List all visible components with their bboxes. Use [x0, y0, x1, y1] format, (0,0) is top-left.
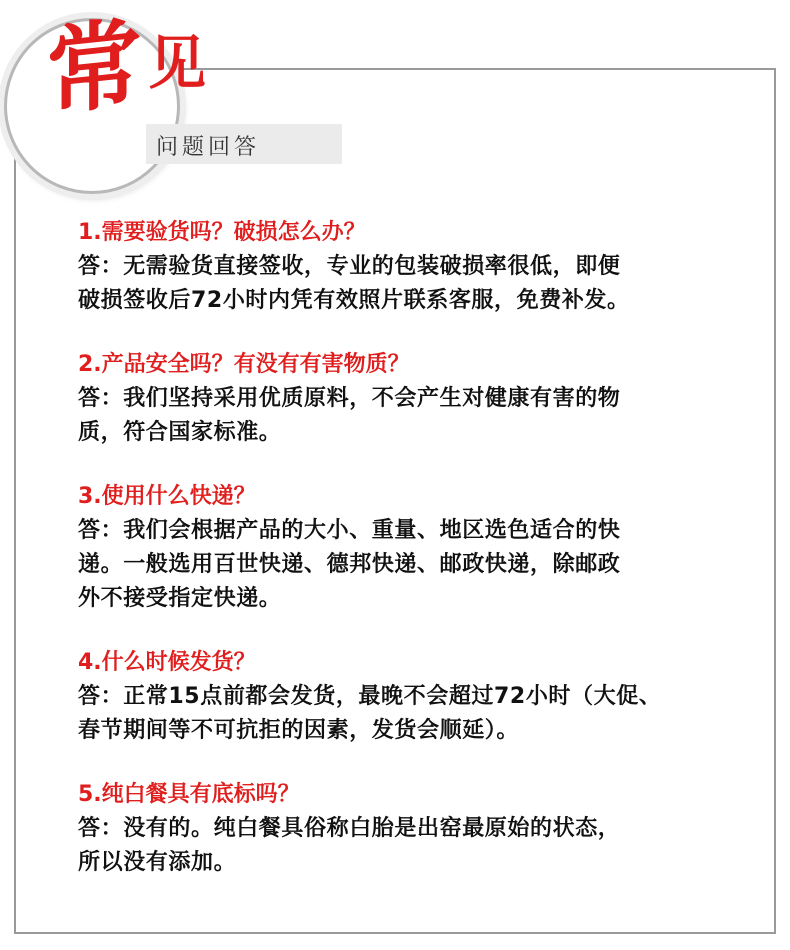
faq-item: [78, 348, 738, 450]
faq-item: [78, 778, 738, 880]
title-char-large: 常: [46, 5, 140, 130]
faq-answer-line: 春节期间等不可抗拒的因素，发货会顺延）。: [78, 718, 520, 743]
faq-item: [78, 480, 738, 616]
faq-question: 4.什么时候发货？: [78, 650, 256, 675]
faq-question: 2.产品安全吗？有没有有害物质？: [78, 352, 410, 377]
faq-question: 3.使用什么快递？: [78, 484, 256, 509]
faq-answer-line: 破损签收后72小时内凭有效照片联系客服，免费补发。: [78, 288, 630, 313]
faq-answer-line: 外不接受指定快递。: [78, 586, 282, 611]
faq-answer-line: 质，符合国家标准。: [78, 420, 282, 445]
faq-answer-line: 递。一般选用百世快递、德邦快递、邮政快递，除邮政: [78, 552, 621, 577]
faq-question: 1.需要验货吗？破损怎么办？: [78, 220, 366, 245]
section-subtitle: 问题回答: [156, 135, 261, 160]
faq-answer-line: 答：正常15点前都会发货，最晚不会超过72小时（大促、: [78, 684, 662, 709]
faq-answer-line: 答：无需验货直接签收，专业的包装破损率很低，即便: [78, 254, 621, 279]
faq-answer-line: 所以没有添加。: [78, 850, 237, 875]
faq-answer-line: 答：没有的。纯白餐具俗称白胎是出窑最原始的状态，: [78, 816, 621, 841]
faq-item: [78, 646, 738, 748]
faq-answer-line: 答：我们会根据产品的大小、重量、地区选色适合的快: [78, 518, 621, 543]
faq-answer-line: 答：我们坚持采用优质原料，不会产生对健康有害的物: [78, 386, 621, 411]
faq-question: 5.纯白餐具有底标吗？: [78, 782, 300, 807]
faq-list: [78, 216, 738, 910]
title-char-second: 见: [148, 29, 207, 97]
faq-item: [78, 216, 738, 318]
